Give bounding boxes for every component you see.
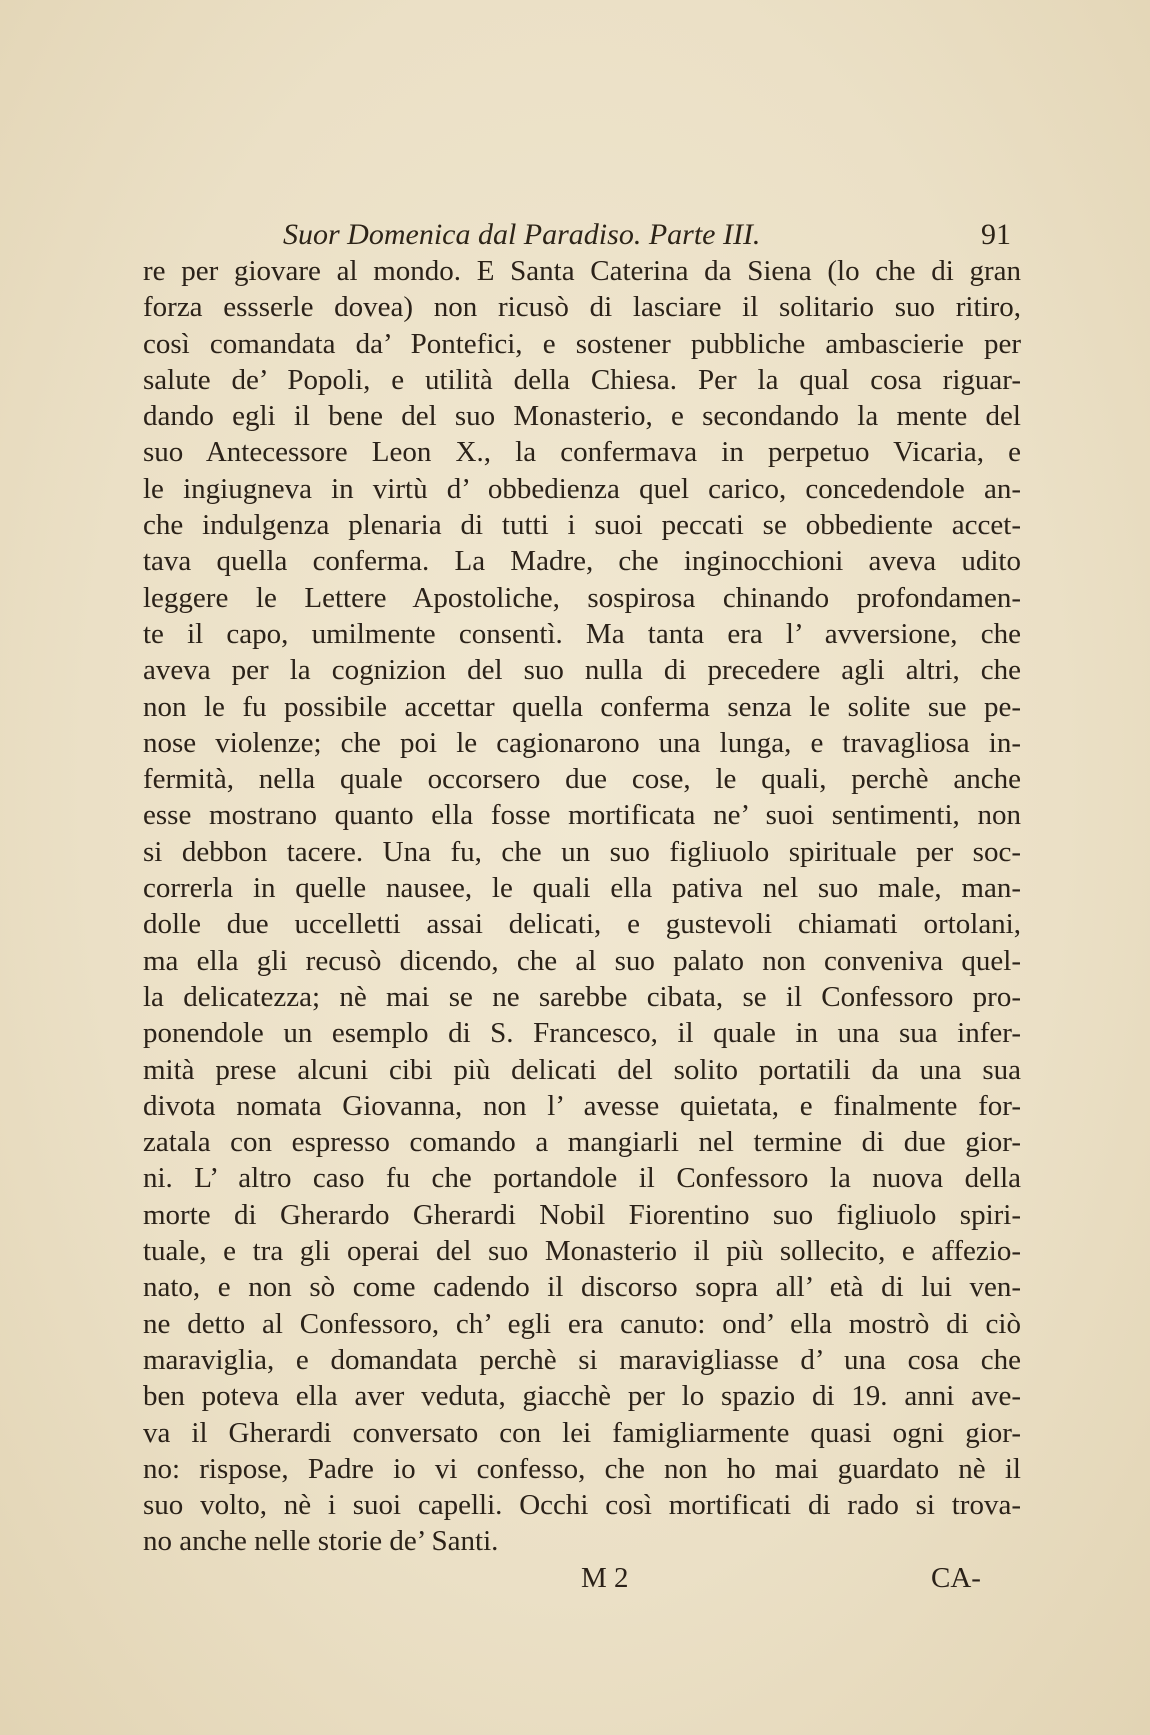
text-line: suo volto, nè i suoi capelli. Occhi così mortificati di rado si trova-: [143, 1489, 1021, 1522]
text-line: che indulgenza plenaria di tutti i suoi peccati se obbediente accet-: [143, 509, 1021, 542]
text-line: si debbon tacere. Una fu, che un suo figliuolo spirituale per soc-: [143, 835, 1021, 868]
text-line: suo Antecessore Leon X., la confermava in perpetuo Vicaria, e: [143, 436, 1021, 469]
text-line: le ingiugneva in virtù d’ obbedienza quel carico, concedendole an-: [143, 472, 1021, 505]
text-line: te il capo, umilmente consentì. Ma tanta era l’ avversione, che: [143, 617, 1021, 650]
text-line: ben poteva ella aver veduta, giacchè per lo spazio di 19. anni ave-: [143, 1380, 1021, 1413]
text-line: ponendole un esemplo di S. Francesco, il quale in una sua infer-: [143, 1017, 1021, 1050]
catchword: CA-: [931, 1562, 981, 1594]
text-line: nato, e non sò come cadendo il discorso sopra all’ età di lui ven-: [143, 1271, 1021, 1304]
text-line: ma ella gli recusò dicendo, che al suo palato non conveniva quel-: [143, 944, 1021, 977]
text-line: così comandata da’ Pontefici, e sostener pubbliche ambascierie per: [143, 327, 1021, 360]
page-number: 91: [981, 218, 1011, 251]
text-line: mità prese alcuni cibi più delicati del solito portatili da una sua: [143, 1053, 1021, 1086]
running-title: Suor Domenica dal Paradiso. Parte III.: [283, 218, 761, 251]
text-line: forza essserle dovea) non ricusò di lasciare il solitario suo ritiro,: [143, 291, 1021, 324]
text-line: ne detto al Confessoro, ch’ egli era canuto: ond’ ella mostrò di ciò: [143, 1307, 1021, 1340]
text-line: tava quella conferma. La Madre, che inginocchioni aveva udito: [143, 545, 1021, 578]
text-line: non le fu possibile accettar quella conferma senza le solite sue pe-: [143, 690, 1021, 723]
text-line: morte di Gherardo Gherardi Nobil Fiorentino suo figliuolo spiri-: [143, 1198, 1021, 1231]
text-line: salute de’ Popoli, e utilità della Chiesa. Per la qual cosa riguar-: [143, 363, 1021, 396]
body-text: [143, 253, 1021, 1560]
text-line: dando egli il bene del suo Monasterio, e secondando la mente del: [143, 400, 1021, 433]
text-line: nose violenze; che poi le cagionarono una lunga, e travagliosa in-: [143, 726, 1021, 759]
signature-mark: M 2: [581, 1562, 629, 1594]
text-line: dolle due uccelletti assai delicati, e gustevoli chiamati ortolani,: [143, 908, 1021, 941]
text-line: va il Gherardi conversato con lei famigliarmente quasi ogni gior-: [143, 1416, 1021, 1449]
text-line-last: no anche nelle storie de’ Santi.: [143, 1525, 499, 1558]
text-line: zatala con espresso comando a mangiarli nel termine di due gior-: [143, 1126, 1021, 1159]
text-line: tuale, e tra gli operai del suo Monasterio il più sollecito, e affezio-: [143, 1235, 1021, 1268]
text-line: ni. L’ altro caso fu che portandole il Confessoro la nuova della: [143, 1162, 1021, 1195]
text-line: maraviglia, e domandata perchè si maravigliasse d’ una cosa che: [143, 1343, 1021, 1376]
text-line: correrla in quelle nausee, le quali ella pativa nel suo male, man-: [143, 872, 1021, 905]
text-line: aveva per la cognizion del suo nulla di precedere agli altri, che: [143, 654, 1021, 687]
text-line: fermità, nella quale occorsero due cose, le quali, perchè anche: [143, 763, 1021, 796]
text-line: divota nomata Giovanna, non l’ avesse quietata, e finalmente for-: [143, 1089, 1021, 1122]
text-line: esse mostrano quanto ella fosse mortificata ne’ suoi sentimenti, non: [143, 799, 1021, 832]
text-line: la delicatezza; nè mai se ne sarebbe cibata, se il Confessoro pro-: [143, 980, 1021, 1013]
text-line: re per giovare al mondo. E Santa Caterina da Siena (lo che di gran: [143, 255, 1021, 287]
text-line: no: rispose, Padre io vi confesso, che non ho mai guardato nè il: [143, 1452, 1021, 1485]
page-footer: [143, 1562, 1021, 1602]
text-line: leggere le Lettere Apostoliche, sospirosa chinando profondamen-: [143, 581, 1021, 614]
